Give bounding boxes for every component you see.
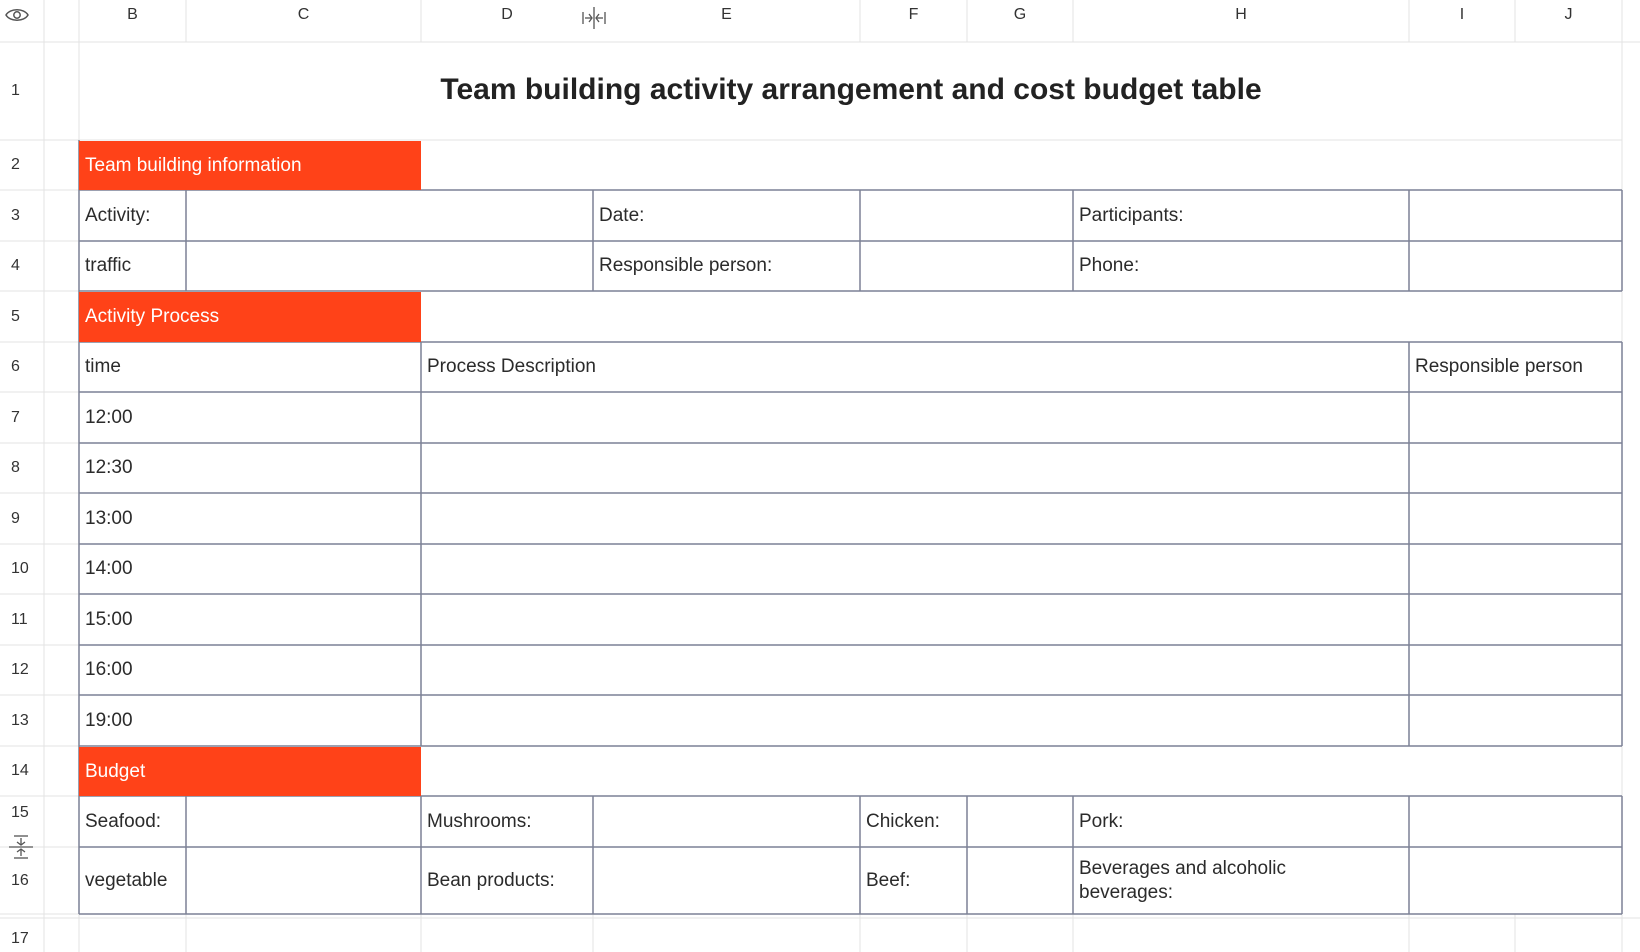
date-label[interactable]: Date: — [599, 204, 645, 226]
row-header-14[interactable]: 14 — [11, 762, 29, 779]
process-description-cell[interactable] — [421, 493, 1409, 544]
row-header-8[interactable]: 8 — [11, 459, 20, 476]
process-header-time[interactable]: time — [85, 356, 121, 377]
column-header-e[interactable]: E — [721, 6, 732, 23]
column-header-d[interactable]: D — [501, 6, 513, 23]
row-header-11[interactable]: 11 — [11, 610, 28, 628]
column-header-h[interactable]: H — [1235, 6, 1247, 23]
mushrooms-label[interactable]: Mushrooms: — [427, 810, 532, 832]
column-header-c[interactable]: C — [297, 6, 310, 23]
bean-products-label[interactable]: Bean products: — [427, 869, 555, 891]
section-header-team-info[interactable]: Team building information — [79, 141, 421, 190]
row-header-7[interactable]: 7 — [11, 408, 20, 426]
process-time-cell[interactable]: 14:00 — [85, 558, 133, 579]
pork-label[interactable]: Pork: — [1079, 810, 1124, 832]
column-header-j[interactable]: J — [1564, 6, 1573, 23]
date-value[interactable] — [860, 190, 1073, 241]
process-time-cell[interactable]: 12:30 — [85, 457, 133, 478]
traffic-label[interactable]: traffic — [85, 255, 132, 276]
participants-label[interactable]: Participants: — [1079, 204, 1184, 226]
activity-label[interactable]: Activity: — [85, 204, 151, 226]
process-responsible-cell[interactable] — [1409, 594, 1622, 645]
row-header-9[interactable]: 9 — [11, 509, 20, 527]
participants-value[interactable] — [1409, 190, 1622, 241]
activity-value[interactable] — [186, 190, 593, 241]
process-time-cell[interactable]: 16:00 — [85, 659, 133, 680]
phone-label[interactable]: Phone: — [1079, 255, 1140, 276]
vegetable-label[interactable]: vegetable — [85, 869, 168, 891]
process-time-cell[interactable]: 13:00 — [85, 507, 133, 529]
row-header-4[interactable]: 4 — [11, 257, 20, 274]
process-description-cell[interactable] — [421, 695, 1409, 746]
process-responsible-cell[interactable] — [1409, 392, 1622, 443]
row-header-17[interactable]: 17 — [11, 930, 29, 947]
process-time-cell[interactable]: 19:00 — [85, 709, 133, 731]
process-description-cell[interactable] — [421, 544, 1409, 594]
chicken-label[interactable]: Chicken: — [866, 810, 940, 832]
process-responsible-cell[interactable] — [1409, 544, 1622, 594]
responsible-person-label[interactable]: Responsible person: — [599, 255, 773, 276]
row-header-2[interactable]: 2 — [11, 156, 20, 173]
sheet-title[interactable]: Team building activity arrangement and cost budget table — [440, 73, 1262, 106]
process-description-cell[interactable] — [421, 645, 1409, 695]
column-header-f[interactable]: F — [908, 6, 919, 23]
process-description-cell[interactable] — [421, 443, 1409, 493]
row-resize-icon[interactable] — [8, 834, 34, 860]
responsible-person-value[interactable] — [860, 241, 1073, 291]
row-header-15[interactable]: 15 — [11, 804, 29, 821]
eye-icon[interactable] — [2, 2, 32, 28]
row-header-16[interactable]: 16 — [11, 872, 29, 889]
beverages-value[interactable] — [1409, 847, 1622, 914]
seafood-label[interactable]: Seafood: — [85, 810, 162, 832]
column-resize-icon[interactable] — [581, 6, 607, 30]
process-responsible-cell[interactable] — [1409, 695, 1622, 746]
seafood-value[interactable] — [186, 796, 421, 847]
process-responsible-cell[interactable] — [1409, 443, 1622, 493]
row-header-12[interactable]: 12 — [11, 661, 29, 678]
column-header-b[interactable]: B — [127, 6, 138, 23]
process-responsible-cell[interactable] — [1409, 493, 1622, 544]
row-header-1[interactable]: 1 — [11, 82, 20, 99]
phone-value[interactable] — [1409, 241, 1622, 291]
pork-value[interactable] — [1409, 796, 1622, 847]
chicken-value[interactable] — [967, 796, 1073, 847]
row-header-13[interactable]: 13 — [11, 711, 29, 729]
beef-value[interactable] — [967, 847, 1073, 914]
column-header-i[interactable]: I — [1459, 6, 1465, 23]
bean-products-value[interactable] — [593, 847, 860, 914]
row-header-3[interactable]: 3 — [11, 206, 20, 224]
process-time-cell[interactable]: 15:00 — [85, 608, 133, 630]
section-header-budget[interactable]: Budget — [79, 747, 421, 796]
column-header-g[interactable]: G — [1013, 6, 1027, 23]
process-description-cell[interactable] — [421, 594, 1409, 645]
vegetable-value[interactable] — [186, 847, 421, 914]
process-responsible-cell[interactable] — [1409, 645, 1622, 695]
mushrooms-value[interactable] — [593, 796, 860, 847]
row-header-6[interactable]: 6 — [11, 358, 20, 375]
beverages-label[interactable]: Beverages and alcoholic beverages: — [1079, 857, 1287, 903]
section-header-activity-process[interactable]: Activity Process — [79, 292, 421, 342]
traffic-value[interactable] — [186, 241, 593, 291]
process-header-description[interactable]: Process Description — [427, 356, 596, 377]
process-time-cell[interactable]: 12:00 — [85, 406, 133, 428]
beef-label[interactable]: Beef: — [866, 869, 911, 891]
process-description-cell[interactable] — [421, 392, 1409, 443]
row-header-5[interactable]: 5 — [11, 307, 20, 325]
row-header-10[interactable]: 10 — [11, 560, 29, 577]
process-header-responsible[interactable]: Responsible person — [1415, 356, 1583, 377]
